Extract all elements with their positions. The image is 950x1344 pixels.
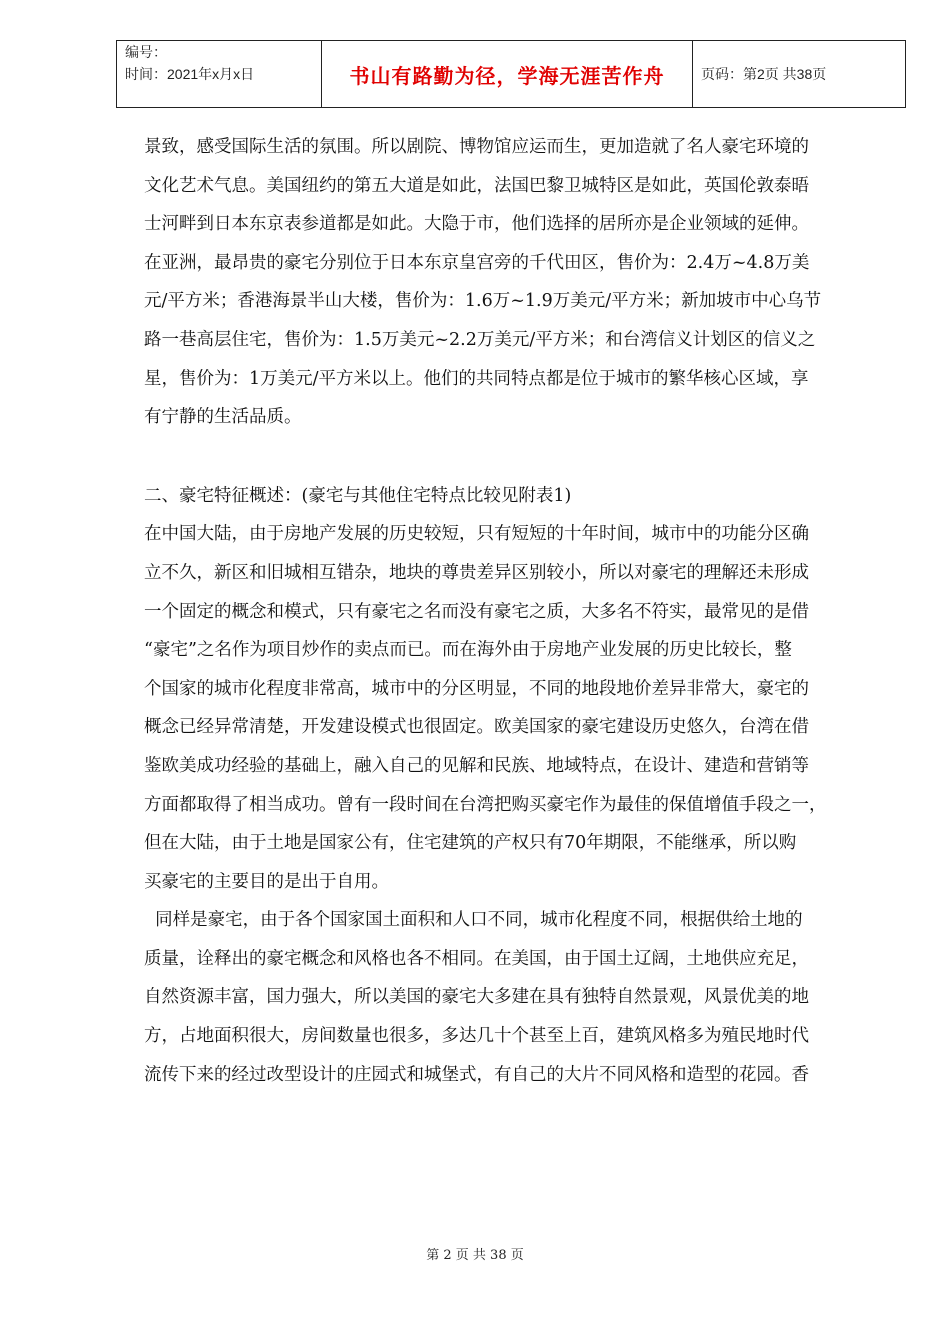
time-label: 时间：2021年x月x日 bbox=[125, 66, 255, 82]
section-heading: 二、豪宅特征概述：(豪宅与其他住宅特点比较见附表1) bbox=[144, 485, 572, 506]
text-line: “豪宅”之名作为项目炒作的卖点而已。而在海外由于房地产业发展的历史比较长，整 bbox=[144, 640, 792, 661]
text-line: 星，售价为：1万美元/平方米以上。他们的共同特点都是位于城市的繁华核心区域，享 bbox=[144, 368, 809, 389]
page-number-cell bbox=[693, 41, 906, 108]
page-label: 页码：第2页 共38页 bbox=[701, 66, 827, 82]
text-line: 路一巷高层住宅，售价为：1.5万美元~2.2万美元/平方米；和台湾信义计划区的信义之 bbox=[144, 329, 816, 350]
page-footer bbox=[0, 1244, 950, 1263]
header-table bbox=[116, 40, 906, 108]
text-line: 个国家的城市化程度非常高，城市中的分区明显，不同的地段地价差异非常大，豪宅的 bbox=[144, 678, 809, 699]
text-line: 同样是豪宅，由于各个国家国土面积和人口不同，城市化程度不同，根据供给土地的 bbox=[144, 910, 803, 931]
text-line: 质量，诠释出的豪宅概念和风格也各不相同。在美国，由于国土辽阔，土地供应充足， bbox=[144, 948, 809, 969]
text-line: 立不久，新区和旧城相互错杂，地块的尊贵差异区别较小，所以对豪宅的理解还未形成 bbox=[144, 562, 809, 583]
section-2 bbox=[144, 477, 884, 902]
text-line: 流传下来的经过改型设计的庄园式和城堡式，有自己的大片不同风格和造型的花园。香 bbox=[144, 1064, 809, 1085]
paragraph-3 bbox=[144, 901, 884, 1094]
text-line: 自然资源丰富，国力强大，所以美国的豪宅大多建在具有独特自然景观，风景优美的地 bbox=[144, 987, 809, 1008]
text-line: 鉴欧美成功经验的基础上，融入自己的见解和民族、地域特点，在设计、建造和营销等 bbox=[144, 755, 809, 776]
paragraph-1 bbox=[144, 128, 884, 437]
text-line: 有宁静的生活品质。 bbox=[144, 407, 302, 428]
serial-label: 编号： bbox=[125, 44, 167, 60]
document-body bbox=[144, 128, 884, 1094]
text-line: 方，占地面积很大，房间数量也很多，多达几十个甚至上百，建筑风格多为殖民地时代 bbox=[144, 1026, 809, 1047]
footer-page-number: 第 2 页 共 38 页 bbox=[426, 1248, 524, 1263]
motto-text: 书山有路勤为径，学海无涯苦作舟 bbox=[349, 63, 665, 88]
text-line: 士河畔到日本东京表参道都是如此。大隐于市，他们选择的居所亦是企业领域的延伸。 bbox=[144, 214, 809, 235]
text-line: 文化艺术气息。美国纽约的第五大道是如此，法国巴黎卫城特区是如此，英国伦敦泰晤 bbox=[144, 175, 809, 196]
text-line: 概念已经异常清楚，开发建设模式也很固定。欧美国家的豪宅建设历史悠久，台湾在借 bbox=[144, 717, 809, 738]
text-line: 方面都取得了相当成功。曾有一段时间在台湾把购买豪宅作为最佳的保值增值手段之一， bbox=[144, 794, 827, 815]
paragraph-spacer bbox=[144, 437, 884, 477]
motto-cell bbox=[322, 41, 693, 108]
header-info-cell bbox=[117, 41, 322, 108]
text-line: 一个固定的概念和模式，只有豪宅之名而没有豪宅之质，大多名不符实，最常见的是借 bbox=[144, 601, 809, 622]
text-line: 元/平方米；香港海景半山大楼，售价为：1.6万~1.9万美元/平方米；新加坡市中心乌节 bbox=[144, 291, 822, 312]
text-line: 在中国大陆，由于房地产发展的历史较短，只有短短的十年时间，城市中的功能分区确 bbox=[144, 524, 809, 545]
text-line: 但在大陆，由于土地是国家公有，住宅建筑的产权只有70年期限，不能继承，所以购 bbox=[144, 833, 797, 854]
text-line: 景致，感受国际生活的氛围。所以剧院、博物馆应运而生，更加造就了名人豪宅环境的 bbox=[144, 137, 809, 157]
text-line: 买豪宅的主要目的是出于自用。 bbox=[144, 871, 389, 892]
text-line: 在亚洲，最昂贵的豪宅分别位于日本东京皇宫旁的千代田区，售价为：2.4万~4.8万美 bbox=[144, 252, 810, 273]
